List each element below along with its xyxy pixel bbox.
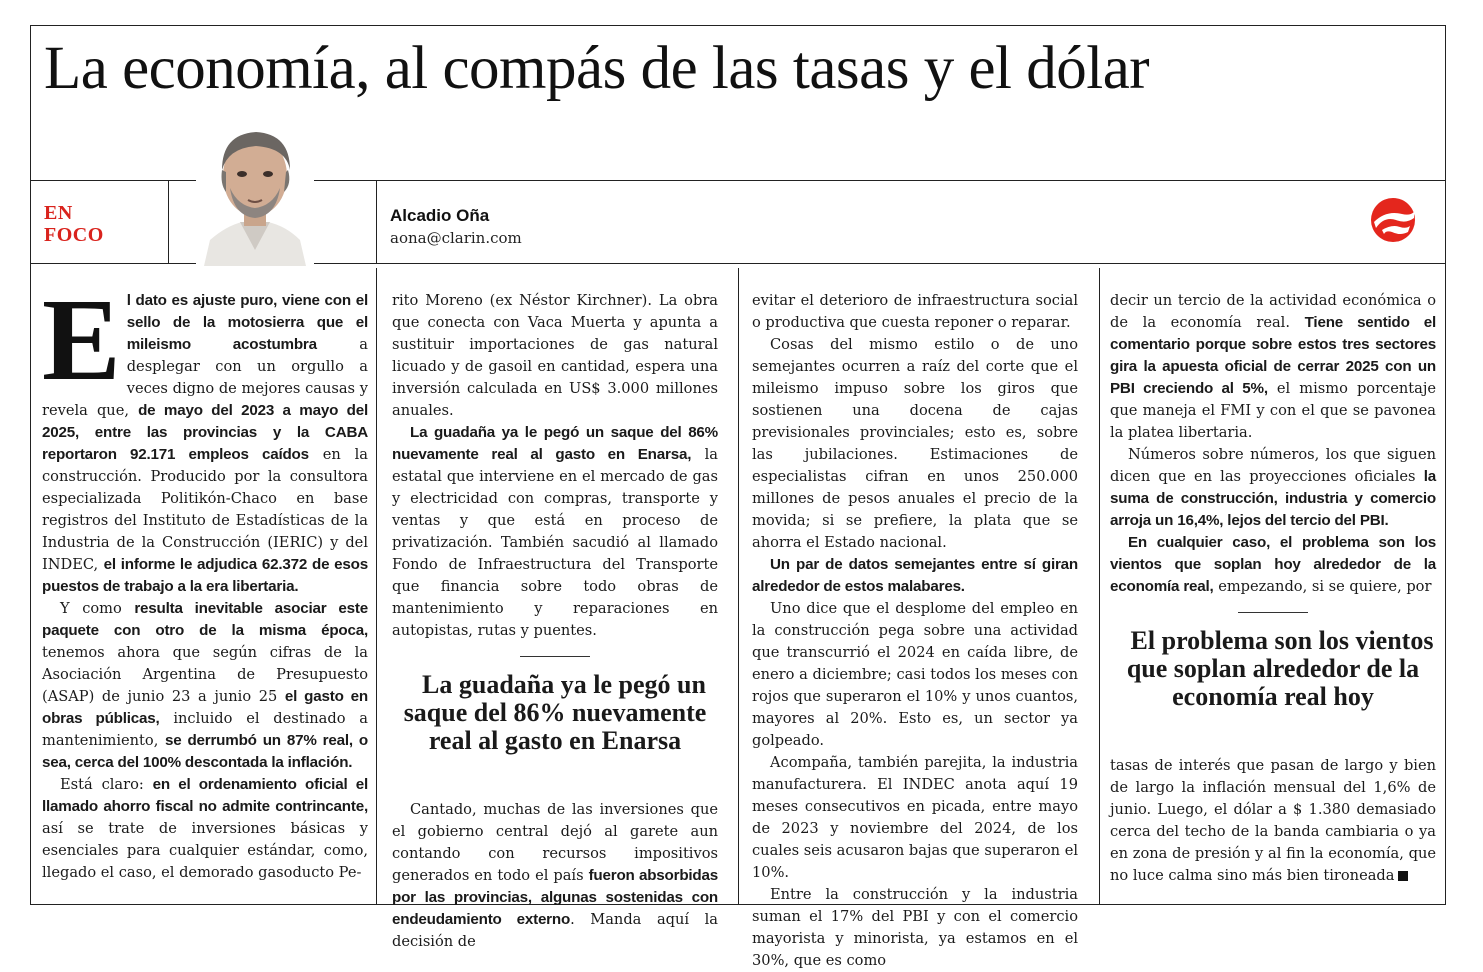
- body-text: la estatal que interviene en el mercado de gas y electricidad con compras, transporte y ventas y que está en proceso de privatización. También sacudió al llamado Fondo de Infraestructura del Transporte que financia sobre todo obras de mantenimiento y reparaciones en autopistas, rutas y puentes.: [392, 446, 718, 639]
- paragraph: [752, 554, 1078, 598]
- body-text: incluido el destinado a mantenimiento,: [42, 710, 368, 749]
- paragraph: Acompaña, también parejita, la industria manufacturera. El INDEC anota aquí 19 meses consecutivos en picada, entre mayo de 2023 y noviembre del 2024, de los cuales seis acusaron bajas que superaron el 10%.: [752, 754, 1078, 881]
- paragraph: [1110, 755, 1436, 887]
- column-divider: [738, 268, 739, 904]
- article-column-1: [42, 274, 369, 884]
- section-label-line: EN: [44, 202, 73, 224]
- body-text: el mismo porcentaje que maneja el FMI y con el que se pavonea la platea libertaria.: [1110, 380, 1436, 441]
- header-divider: [168, 180, 169, 263]
- body-text: tenemos ahora que según cifras de la Asociación Argentina de Presupuesto (ASAP) de junio 23 a junio 25: [42, 644, 368, 705]
- author-email[interactable]: aona@clarin.com: [390, 229, 522, 247]
- bold-text: fueron absorbidas por las provincias, algunas sostenidas con endeudamiento externo: [392, 867, 718, 928]
- end-mark-icon: [1398, 871, 1408, 881]
- bold-text: En cualquier caso, el problema son los vientos que soplan hoy alrededor de la economía real,: [1110, 534, 1436, 595]
- pull-quote: El problema son los vientos que soplan alrededor de la economía real hoy: [1126, 626, 1434, 711]
- body-text: a desplegar con un orgullo a veces digno de mejores causas y revela que,: [42, 336, 368, 419]
- body-text: en la construcción. Producido por la consultora especializada Politikón-Chaco en base registros del Instituto de Estadísticas de la Industria de la Construcción (IERIC) y del INDEC,: [42, 446, 369, 573]
- spacer: [392, 755, 718, 799]
- article-column-2: [392, 290, 718, 953]
- clarin-logo-icon: [1366, 196, 1420, 244]
- paragraph: [392, 422, 718, 642]
- body-text: empezando, si se quiere, por: [1213, 578, 1432, 595]
- bold-text: La guadaña ya le pegó un saque del 86% nuevamente real al gasto en Enarsa,: [392, 424, 718, 463]
- paragraph: Cosas del mismo estilo o de uno semejantes ocurren a raíz del corte que el mileismo impuso sobre los giros que sostienen una docena de cajas previsionales provinciales; esto es, sobre las jubilaciones. Estimaciones de especialistas cifran en unos 250.000 millones de pesos anuales el precio de la movida; si se prefiere, la plata que se ahorra el Estado nacional.: [752, 336, 1078, 551]
- column-divider: [376, 268, 377, 904]
- body-text: tasas de interés que pasan de largo y bien de largo la inflación mensual del 1,6% de junio. Luego, el dólar a $ 1.380 demasiado cerca del techo de la banda cambiaria o ya en zona de presión y al fin la economía, que no luce calma sino más bien tironeada: [1110, 757, 1436, 884]
- paragraph: [392, 799, 718, 953]
- bold-text: de mayo del 2023 a mayo del 2025, entre las provincias y la CABA reportaron 92.171 empleos caídos: [42, 402, 368, 463]
- paragraph: Uno dice que el desplome del empleo en la construcción pega sobre una actividad que transcurrió el 2024 en caída libre, de enero a diciembre; casi todos los meses con rojos que superaron el 10% y unos cuantos, mayores al 20%. Esto es, un sector ya golpeado.: [752, 600, 1078, 749]
- drop-cap: E: [42, 274, 121, 405]
- bold-text: el gasto en obras públicas,: [42, 688, 368, 727]
- article-column-4: [1110, 290, 1436, 887]
- bold-text: el informe le adjudica 62.372 de esos puestos de trabajo a la era libertaria.: [42, 556, 368, 595]
- body-text: decir un tercio de la actividad económica o de la economía real.: [1110, 292, 1436, 331]
- paragraph: [42, 774, 368, 884]
- header-divider: [376, 180, 377, 263]
- author-name: Alcadio Oña: [390, 206, 490, 225]
- bold-text: Tiene sentido el comentario porque sobre estos tres sectores gira la apuesta oficial de cerrar 2025 con un PBI creciendo al 5%,: [1110, 314, 1436, 397]
- paragraph: [1110, 532, 1436, 598]
- paragraph: rito Moreno (ex Néstor Kirchner). La obra que conecta con Vaca Muerta y apunta a sustituir importaciones de gas natural licuado y de gasoil en cantidad, espera una inversión calculada en US$ 3.000 millones anuales.: [392, 292, 718, 419]
- paragraph: evitar el deterioro de infraestructura social o productiva que cuesta reponer o reparar.: [752, 292, 1078, 331]
- paragraph: Entre la construcción y la industria suman el 17% del PBI y con el comercio mayorista y minorista, ya estamos en el 30%, que es como: [752, 886, 1078, 969]
- bold-text: la suma de construcción, industria y comercio arroja un 16,4%, lejos del tercio del PBI.: [1110, 468, 1436, 529]
- bold-text: se derrumbó un 87% real, o sea, cerca del 100% descontada la inflación.: [42, 732, 368, 771]
- spacer: [1110, 711, 1436, 755]
- bold-text: en el ordenamiento oficial el llamado ahorro fiscal no admite contrincante,: [42, 776, 368, 815]
- pull-quote: La guadaña ya le pegó un saque del 86% nuevamente real al gasto en Enarsa: [403, 670, 707, 755]
- body-text: Y como: [60, 600, 135, 617]
- bold-text: l dato es ajuste puro, viene con el sello de la motosierra que el mileismo acostumbra: [126, 292, 368, 353]
- author-portrait: [196, 118, 314, 266]
- article-column-3: [752, 290, 1078, 972]
- pull-quote-rule: [1238, 612, 1308, 613]
- column-divider: [1099, 268, 1100, 904]
- section-label-line: FOCO: [44, 224, 104, 246]
- body-text: Números sobre números, los que siguen dicen que en las proyecciones oficiales: [1110, 446, 1436, 485]
- body-text: Cantado, muchas de las inversiones que el gobierno central dejó al garete aun contando con recursos impositivos generados en todo el país: [392, 801, 718, 884]
- section-label: [44, 202, 104, 246]
- headline: La economía, al compás de las tasas y el dólar: [44, 35, 1150, 102]
- paragraph: [42, 598, 368, 774]
- body-text: así se trate de inversiones básicas y esenciales para cualquier estándar, como, llegado el caso, el demorado gasoducto Pe-: [42, 820, 368, 881]
- bold-text: Un par de datos semejantes entre sí giran alrededor de estos malabares.: [752, 556, 1078, 595]
- pull-quote-rule: [520, 656, 590, 657]
- paragraph: [1110, 444, 1436, 532]
- bold-text: resulta inevitable asociar este paquete con otro de la misma época,: [42, 600, 368, 639]
- paragraph: [1110, 290, 1436, 444]
- body-text: Está claro:: [60, 776, 153, 793]
- body-text: . Manda aquí la decisión de: [392, 911, 718, 950]
- paragraph: [42, 274, 369, 598]
